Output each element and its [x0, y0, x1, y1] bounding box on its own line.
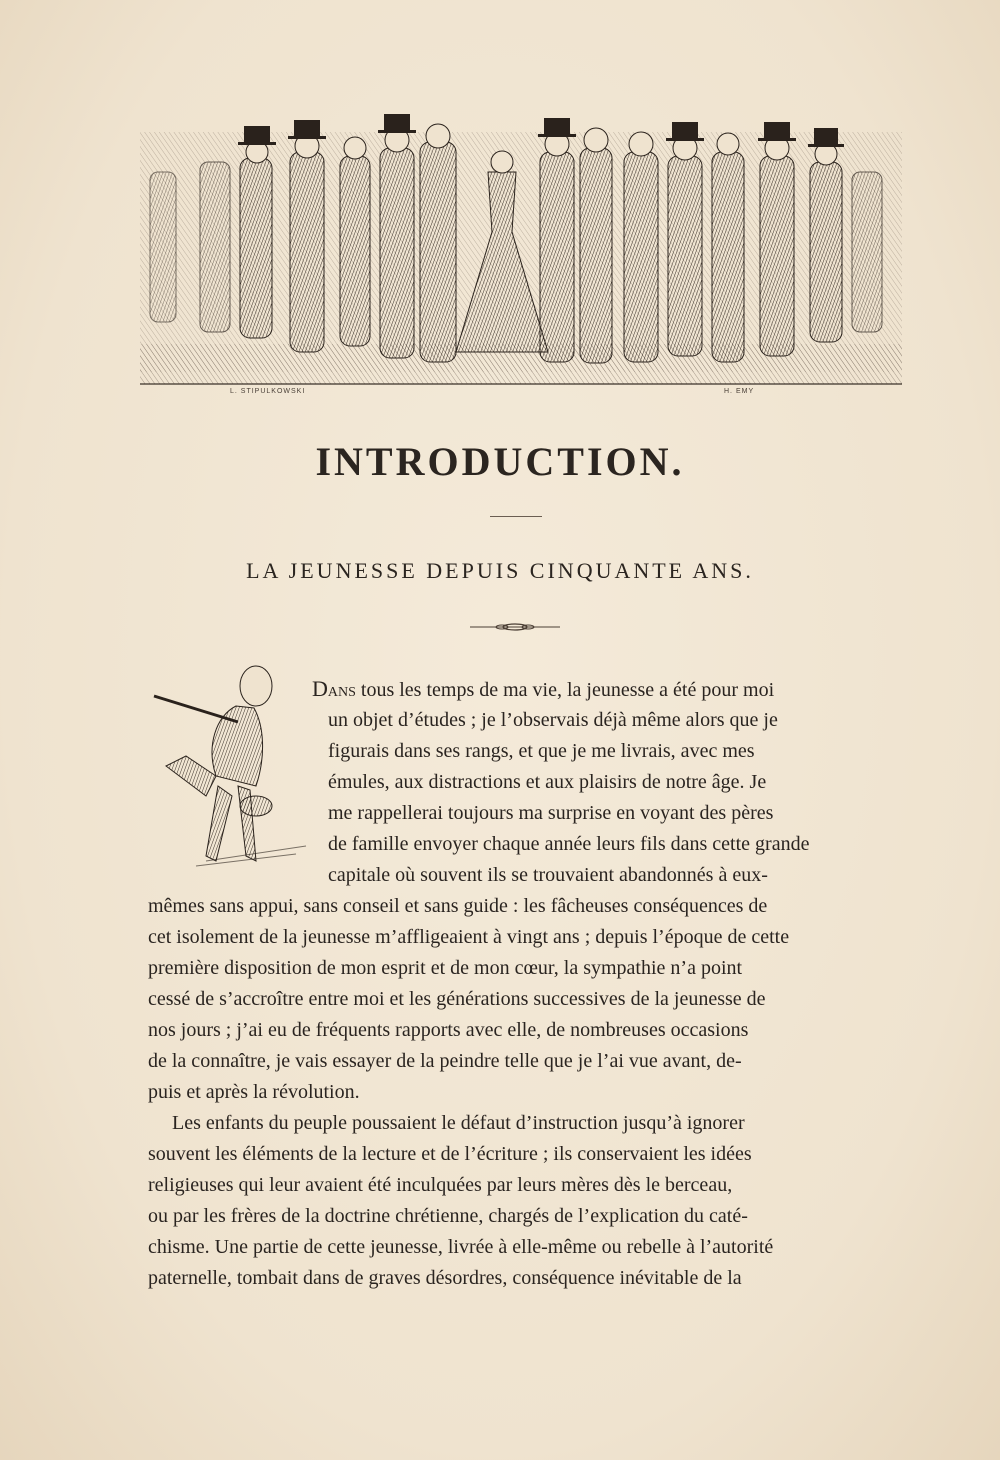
paragraph-2-line-2: souvent les éléments de la lecture et de l’écriture ; ils conservaient les idées: [148, 1143, 752, 1165]
paragraph-1-line-5: me rappellerai toujours ma surprise en voyant des pères: [328, 802, 774, 824]
paragraph-1-line-12: nos jours ; j’ai eu de fréquents rapports avec elle, de nombreuses occasions: [148, 1019, 749, 1041]
paragraph-2-line-1: Les enfants du peuple poussaient le défaut d’instruction jusqu’à ignorer: [172, 1112, 745, 1134]
chapter-subtitle: LA JEUNESSE DEPUIS CINQUANTE ANS.: [246, 558, 754, 583]
illustration-credit-right: H. EMY: [724, 388, 755, 395]
title-divider: [490, 516, 542, 517]
chapter-title: INTRODUCTION.: [315, 439, 685, 484]
paragraph-1-line-2: un objet d’études ; je l’observais déjà même alors que je: [328, 709, 778, 731]
drop-cap: D: [312, 676, 328, 701]
paragraph-2-line-3: religieuses qui leur avaient été inculquées par leurs mères dès le berceau,: [148, 1174, 733, 1196]
header-engraving: [140, 112, 902, 402]
paragraph-2-line-5: chisme. Une partie de cette jeunesse, livrée à elle-même ou rebelle à l’autorité: [148, 1236, 774, 1258]
paragraph-1-line-11: cessé de s’accroître entre moi et les générations successives de la jeunesse de: [148, 988, 766, 1010]
paragraph-1-line-13: de la connaître, je vais essayer de la peindre telle que je l’ai vue avant, de-: [148, 1050, 742, 1072]
paragraph-2-line-6: paternelle, tombait dans de graves désordres, conséquence inévitable de la: [148, 1267, 742, 1289]
paragraph-1-line-7: capitale où souvent ils se trouvaient abandonnés à eux-: [328, 864, 768, 886]
paragraph-1-line-8: mêmes sans appui, sans conseil et sans guide : les fâcheuses conséquences de: [148, 895, 768, 917]
illustration-credit-left: L. STIPULKOWSKI: [230, 388, 306, 395]
paragraph-1-line-10: première disposition de mon esprit et de mon cœur, la sympathie n’a point: [148, 957, 743, 979]
paragraph-1-line-14: puis et après la révolution.: [148, 1081, 360, 1103]
ornament-divider-icon: [470, 620, 560, 634]
paragraph-1-line-1-text: tous les temps de ma vie, la jeunesse a été pour moi: [355, 679, 775, 701]
paragraph-1-line-3: figurais dans ses rangs, et que je me livrais, avec mes: [328, 740, 755, 762]
paragraph-1-line-1: [312, 674, 774, 705]
crowd-engraving-image: [140, 112, 902, 392]
paragraph-1-line-6: de famille envoyer chaque année leurs fils dans cette grande: [328, 833, 810, 855]
paragraph-2-line-4: ou par les frères de la doctrine chrétienne, chargés de l’explication du caté-: [148, 1205, 748, 1227]
paragraph-1-line-9: cet isolement de la jeunesse m’affligeaient à vingt ans ; depuis l’époque de cette: [148, 926, 790, 948]
paragraph-1-line-4: émules, aux distractions et aux plaisirs de notre âge. Je: [328, 771, 767, 793]
drop-cap-rest: ans: [327, 679, 356, 701]
old-gentleman-vignette: [146, 656, 310, 886]
